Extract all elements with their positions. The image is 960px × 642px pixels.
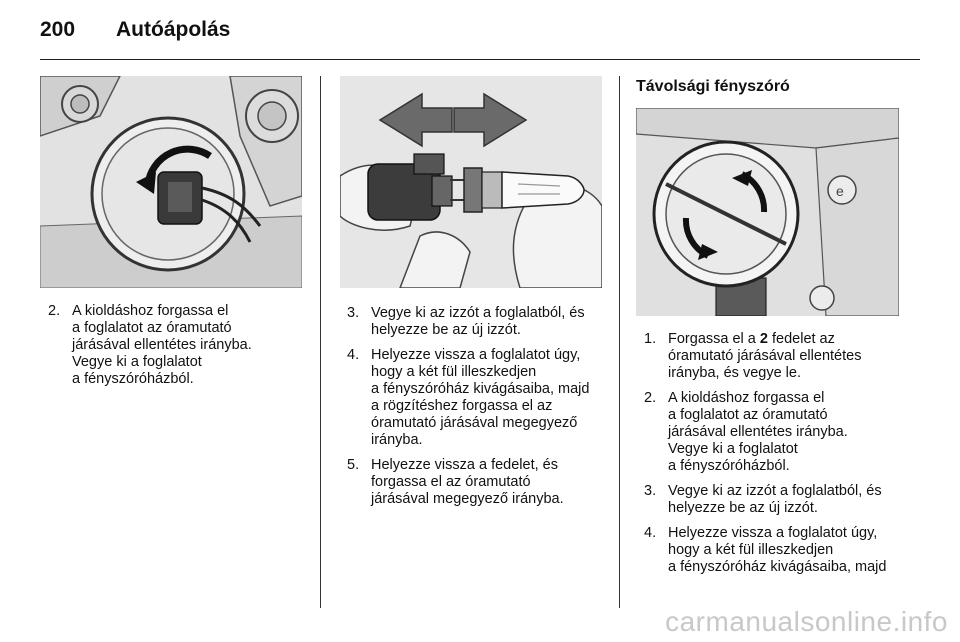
- step-text-post: fedelet az óramutató járásával ellentétes irányba, és vegye le.: [668, 331, 862, 381]
- steps-column-3: [644, 331, 914, 584]
- chapter-title: Autóápolás: [116, 18, 231, 41]
- step-number: 2.: [644, 390, 657, 406]
- step-text: Vegye ki az izzót a foglalatból, és helyezze be az új izzót.: [668, 483, 882, 516]
- figure-high-beam-cover: [636, 108, 899, 316]
- step-text: A kioldáshoz forgassa el a foglalatot az óramutató járásával ellentétes irányba. Vegye ki a foglalatot a fényszóróházból.: [72, 303, 252, 387]
- step-text-pre: Forgassa el a: [668, 331, 760, 347]
- step-text: A kioldáshoz forgassa el a foglalatot az óramutató járásával ellentétes irányba. Vegye ki a foglalatot a fényszóróházból.: [668, 390, 848, 474]
- step-number: 3.: [347, 305, 360, 321]
- step-text: Vegye ki az izzót a foglalatból, és helyezze be az új izzót.: [371, 305, 585, 338]
- steps-column-2: [347, 305, 612, 516]
- step-item: [644, 483, 914, 517]
- cover-number: 2: [759, 331, 768, 347]
- step-item: [48, 303, 308, 388]
- step-item: [644, 331, 914, 382]
- column-divider-left: [320, 76, 321, 608]
- step-number: 3.: [644, 483, 657, 499]
- step-text: Helyezze vissza a foglalatot úgy, hogy a két fül illeszkedjen a fényszóróház kivágásaiba, majd: [668, 525, 887, 575]
- step-text: Helyezze vissza a fedelet, és forgassa el az óramutató járásával megegyező irányba.: [371, 457, 564, 507]
- step-item: [347, 347, 612, 449]
- step-item: [347, 305, 612, 339]
- step-number: 4.: [347, 347, 360, 363]
- step-number: 5.: [347, 457, 360, 473]
- step-text: Helyezze vissza a foglalatot úgy, hogy a két fül illeszkedjen a fényszóróház kivágásaiba, majd a rögzítéshez forgassa el az óramutató járásával megegyező irányba.: [371, 347, 590, 448]
- figure-bulb-replacement: [340, 76, 602, 288]
- page-number: 200: [40, 18, 76, 41]
- step-item: [347, 457, 612, 508]
- step-number: 1.: [644, 331, 657, 347]
- steps-column-1: [48, 303, 308, 396]
- header-rule: [40, 59, 920, 60]
- svg-text:e: e: [836, 183, 844, 199]
- step-number: 4.: [644, 525, 657, 541]
- column-divider-right: [619, 76, 620, 608]
- step-item: [644, 525, 914, 576]
- socket-illustration: [40, 76, 302, 288]
- watermark: carmanualsonline.info: [665, 606, 948, 637]
- step-item: [644, 390, 914, 475]
- step-text: [668, 331, 914, 382]
- section-heading-high-beam: Távolsági fényszóró: [636, 78, 790, 95]
- page-header: [40, 14, 920, 50]
- step-number: 2.: [48, 303, 61, 319]
- cover-illustration: [636, 108, 899, 316]
- figure-socket-rotation: [40, 76, 302, 288]
- bulb-illustration: [340, 76, 602, 288]
